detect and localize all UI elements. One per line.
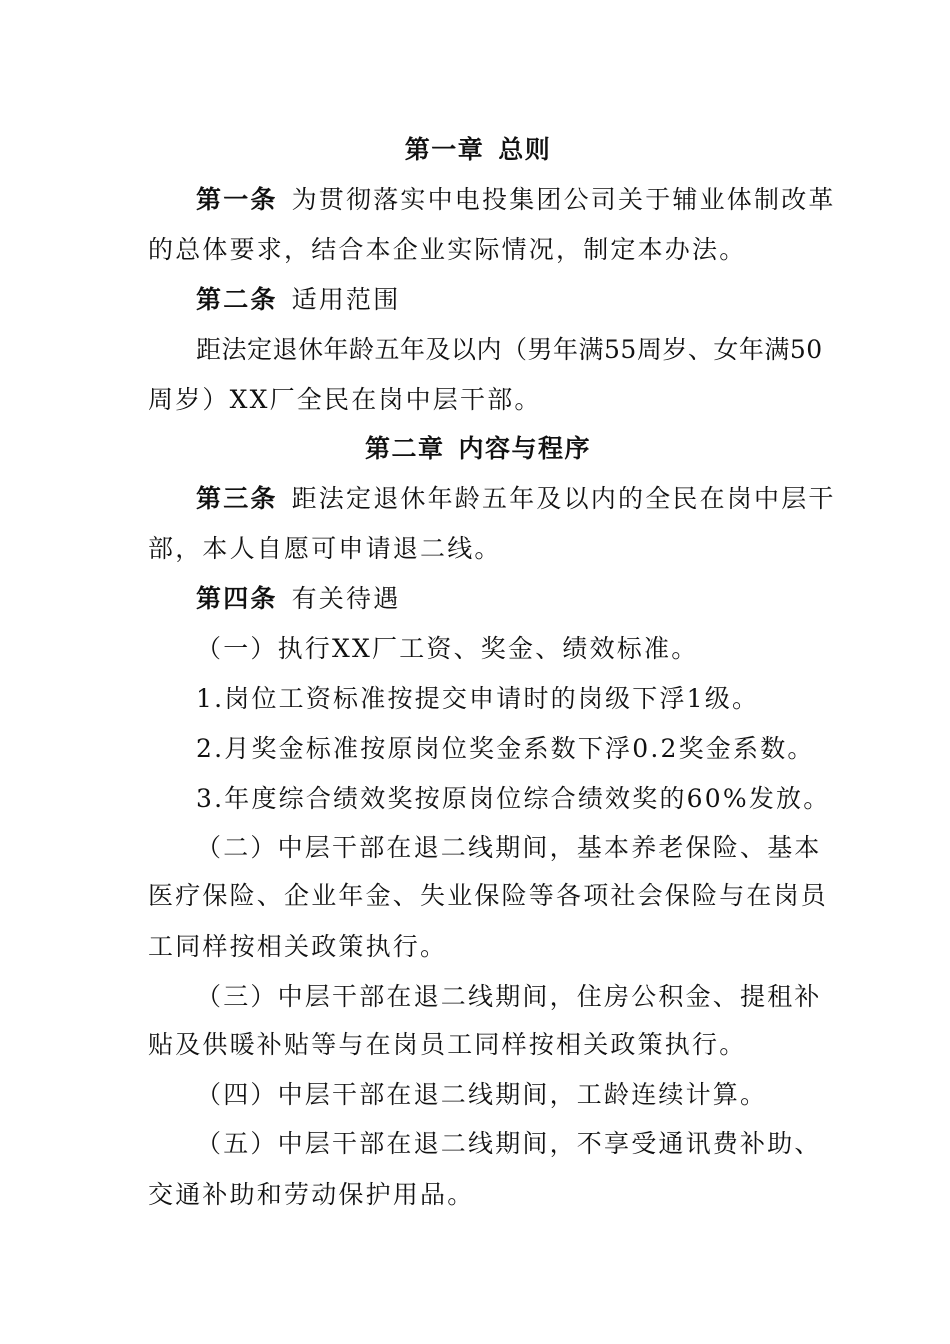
article-3-line-1 <box>196 484 836 514</box>
chapter-1-title: 总则 <box>498 135 552 164</box>
article-3-line-2: 部，本人自愿可申请退二线。 <box>148 534 502 563</box>
article-1-label: 第一条 <box>196 185 278 214</box>
article-4-heading-text: 有关待遇 <box>291 584 401 613</box>
article-4-heading <box>196 584 808 614</box>
article-4-item-4: （四）中层干部在退二线期间，工龄连续计算。 <box>196 1080 768 1109</box>
chapter-2-title: 内容与程序 <box>458 434 592 463</box>
article-2-heading-text: 适用范围 <box>291 285 401 314</box>
chapter-1-heading <box>148 135 808 165</box>
chapter-1-label: 第一章 <box>404 135 485 164</box>
article-1-line-1 <box>196 185 836 215</box>
article-4-item-5-line-1: （五）中层干部在退二线期间，不享受通讯费补助、 <box>196 1129 822 1158</box>
article-2-heading <box>196 285 808 315</box>
chapter-2-heading <box>148 434 808 464</box>
article-4-label: 第四条 <box>196 584 278 613</box>
article-2-line-2: 周岁）XX厂全民在岗中层干部。 <box>148 385 542 414</box>
article-4-item-1-3: 3.年度综合绩效奖按原岗位综合绩效奖的60%发放。 <box>196 784 831 813</box>
article-2-line-1: 距法定退休年龄五年及以内（男年满55周岁、女年满50 <box>196 335 823 364</box>
article-4-item-1-1: 1.岗位工资标准按提交申请时的岗级下浮1级。 <box>196 684 760 713</box>
article-3-text-1: 距法定退休年龄五年及以内的全民在岗中层干 <box>291 484 836 513</box>
chapter-2-label: 第二章 <box>364 434 445 463</box>
article-4-item-2-line-2: 医疗保险、企业年金、失业保险等各项社会保险与在岗员 <box>148 881 829 910</box>
article-3-label: 第三条 <box>196 484 278 513</box>
article-4-item-3-line-1: （三）中层干部在退二线期间，住房公积金、提租补 <box>196 982 822 1011</box>
article-4-item-2-line-1: （二）中层干部在退二线期间，基本养老保险、基本 <box>196 833 822 862</box>
article-4-item-1-2: 2.月奖金标准按原岗位奖金系数下浮0.2奖金系数。 <box>196 734 815 763</box>
article-1-line-2: 的总体要求，结合本企业实际情况，制定本办法。 <box>148 235 747 264</box>
article-4-item-1: （一）执行XX厂工资、奖金、绩效标准。 <box>196 634 699 663</box>
article-4-item-2-line-3: 工同样按相关政策执行。 <box>148 932 448 961</box>
article-4-item-5-line-2: 交通补助和劳动保护用品。 <box>148 1180 475 1209</box>
article-1-text-1: 为贯彻落实中电投集团公司关于辅业体制改革 <box>291 185 836 214</box>
article-2-label: 第二条 <box>196 285 278 314</box>
article-4-item-3-line-2: 贴及供暖补贴等与在岗员工同样按相关政策执行。 <box>148 1030 747 1059</box>
